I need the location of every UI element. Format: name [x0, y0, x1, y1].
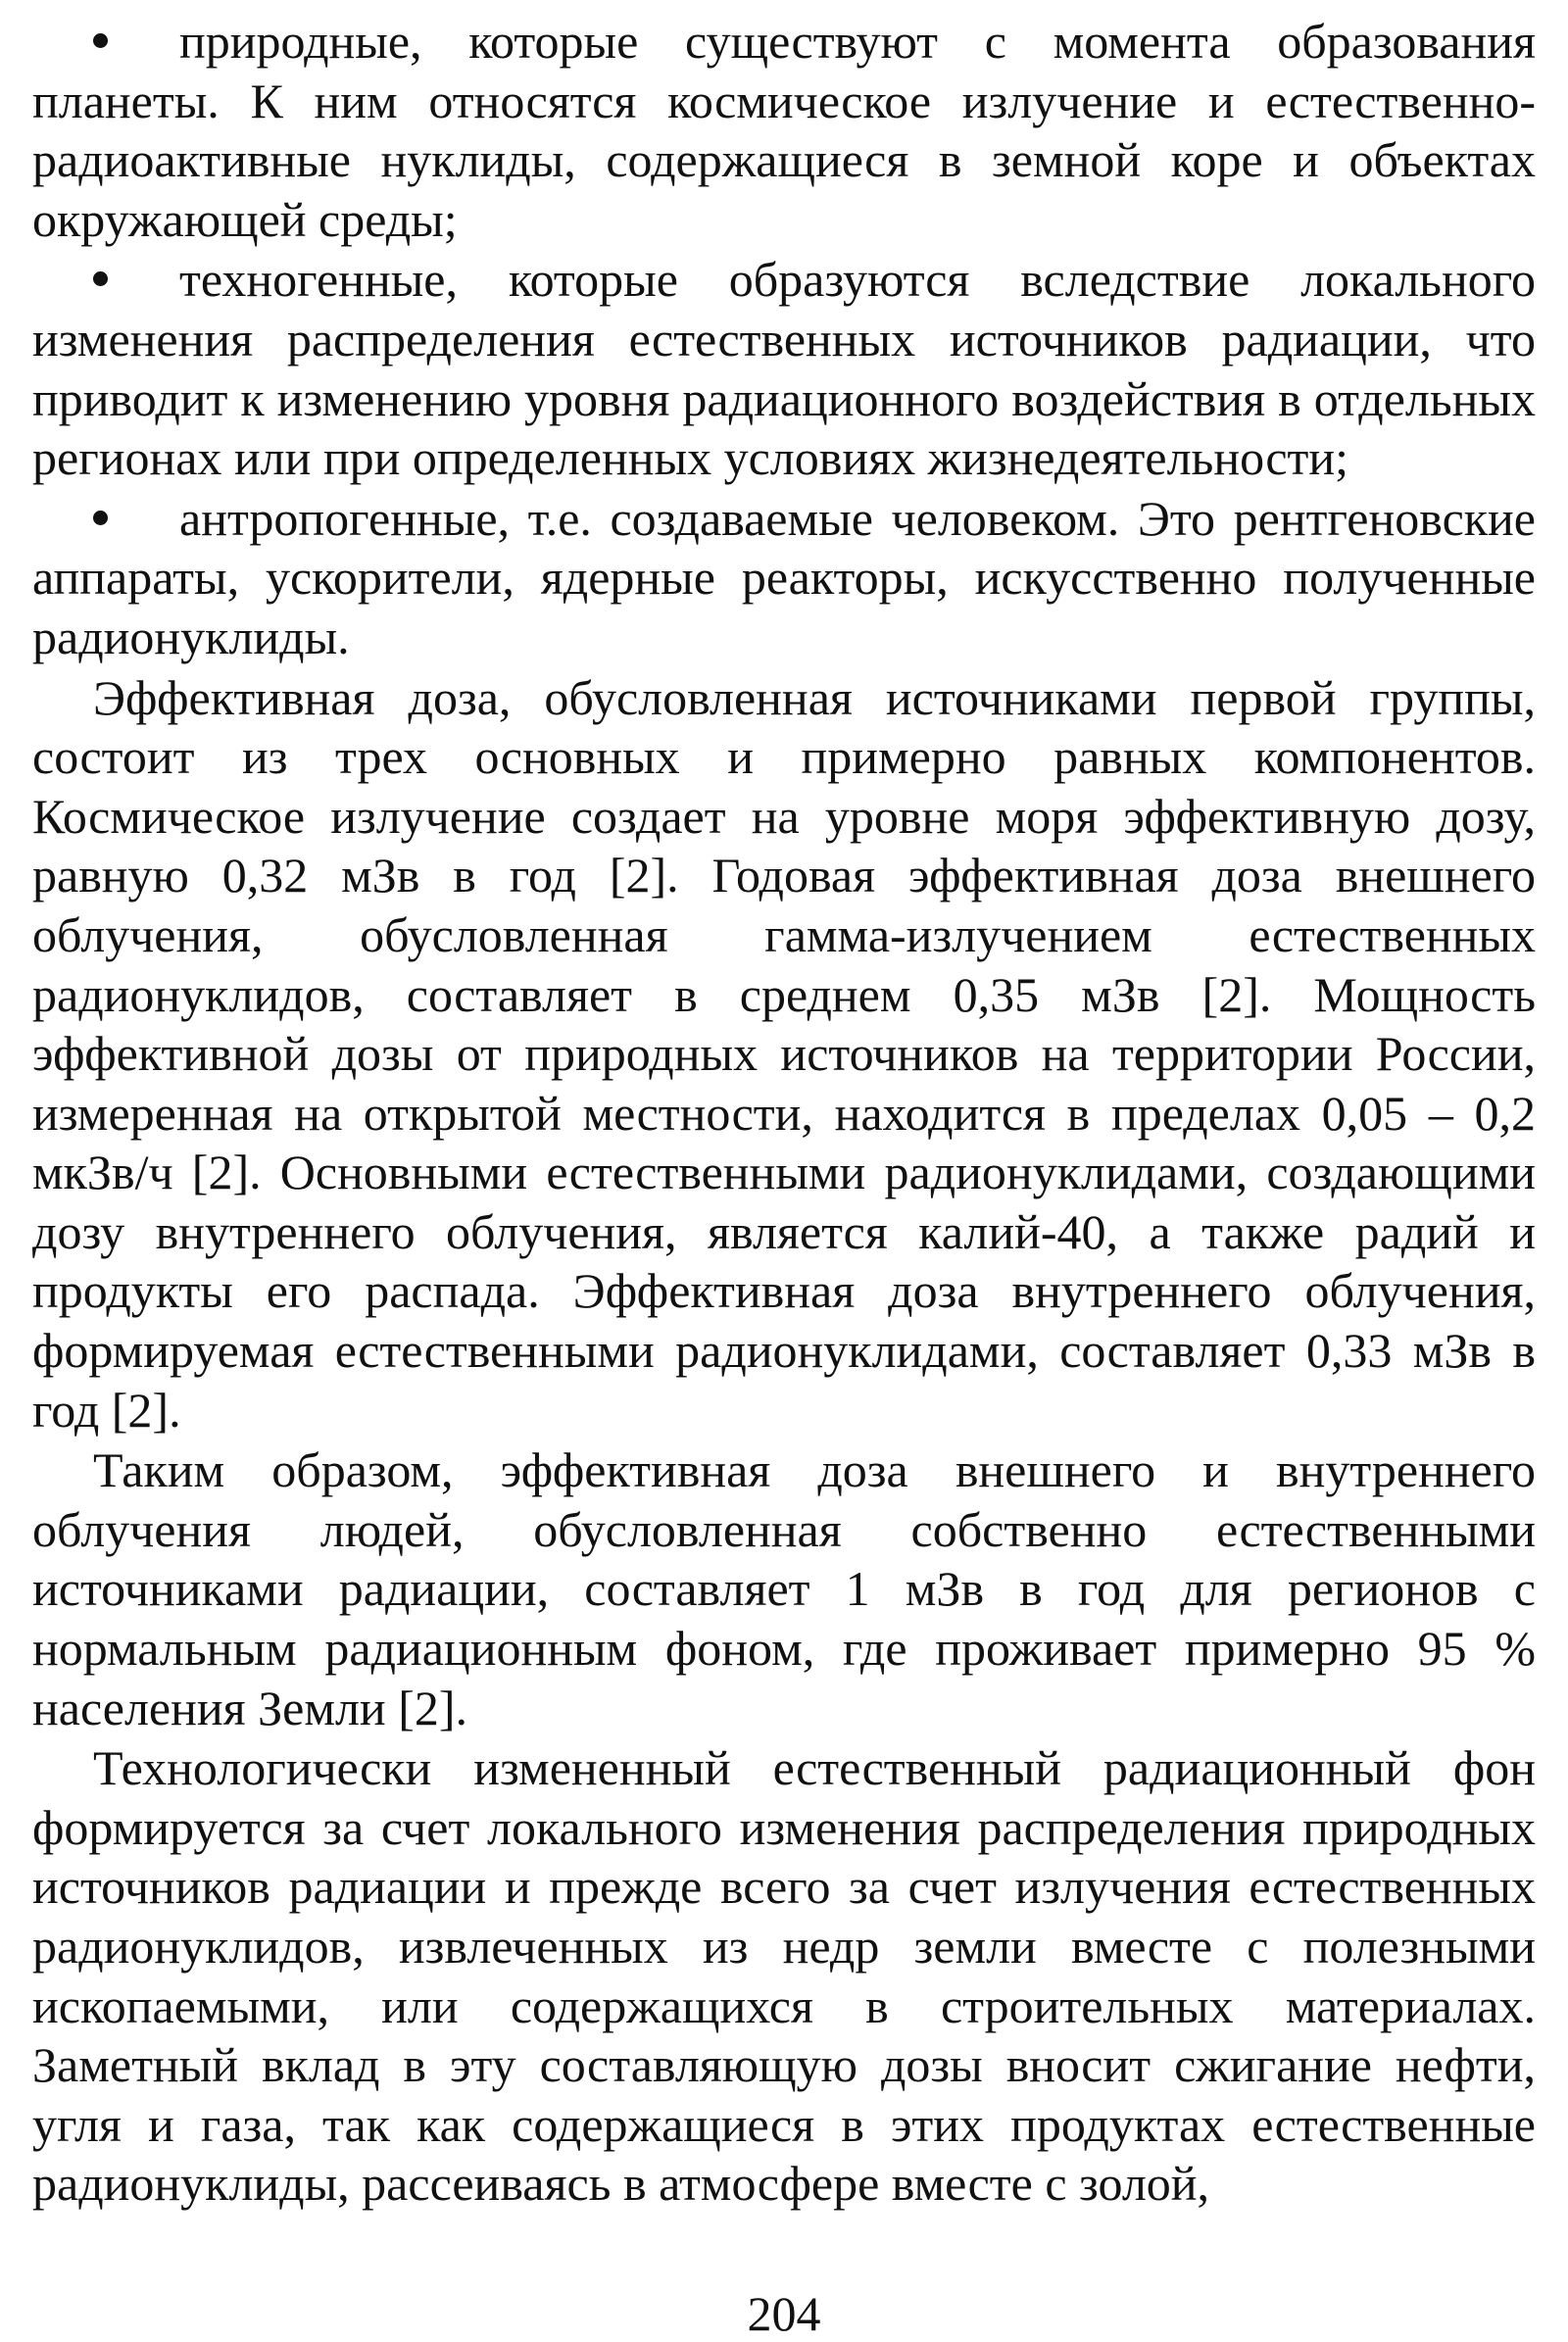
paragraph: Таким образом, эффективная доза внешнего и внутреннего облучения людей, обусловленная собственно естественными источниками радиации, составляет 1 мЗв в год для регионов с нормальным радиационным фоном, где проживает примерно 95 % населения Земли [2]. [32, 1442, 1536, 1735]
list-item-text: антропогенные, т.е. создаваемые человеком. Это рентгеновские аппараты, ускорители, ядерные реакторы, искусственно полученные радионуклиды. [32, 490, 1536, 664]
list-item-text: техногенные, которые образуются вследствие локального изменения распределения естественных источников радиации, что приводит к изменению уровня радиационного воздействия в отдельных регионах или при определенных условиях жизнедеятельности; [32, 252, 1536, 486]
paragraph: Эффективная доза, обусловленная источниками первой группы, состоит из трех основных и примерно равных компонентов. Космическое излучение создает на уровне моря эффективную дозу, равную 0,32 мЗв в год [2]. Годовая эффективная доза внешнего облучения, обусловленная гамма-излучением естественных радионуклидов, составляет в среднем 0,35 мЗв [2]. Мощность эффективной дозы от природных источников на территории России, измеренная на открытой местности, находится в пределах 0,05 – 0,2 мкЗв/ч [2]. Основными естественными радионуклидами, создающими дозу внутреннего облучения, является калий-40, а также радий и продукты его распада. Эффективная доза внутреннего облучения, формируемая естественными радионуклидами, составляет 0,33 мЗв в год [2]. [32, 669, 1536, 1438]
bullet-icon [93, 33, 108, 48]
document-page [32, 12, 1536, 2215]
list-item [32, 250, 1536, 487]
list-item [32, 489, 1536, 667]
bullet-icon [93, 511, 108, 525]
paragraph: Технологически измененный естественный радиационный фон формируется за счет локального изменения распределения природных источников радиации и прежде всего за счет излучения естественных радионуклидов, извлеченных из недр земли вместе с полезными ископаемыми, или содержащихся в строительных материалах. Заметный вклад в эту составляющую дозы вносит сжигание нефти, угля и газа, так как содержащиеся в этих продуктах естественные радионуклиды, рассеиваясь в атмосфере вместе с золой, [32, 1740, 1536, 2212]
page-number: 204 [747, 2286, 821, 2341]
list-item-text: природные, которые существуют с момента образования планеты. К ним относятся космическое излучение и естественно-радиоактивные нуклиды, содержащиеся в земной коре и объектах окружающей среды; [32, 14, 1536, 247]
list-item [32, 12, 1536, 249]
